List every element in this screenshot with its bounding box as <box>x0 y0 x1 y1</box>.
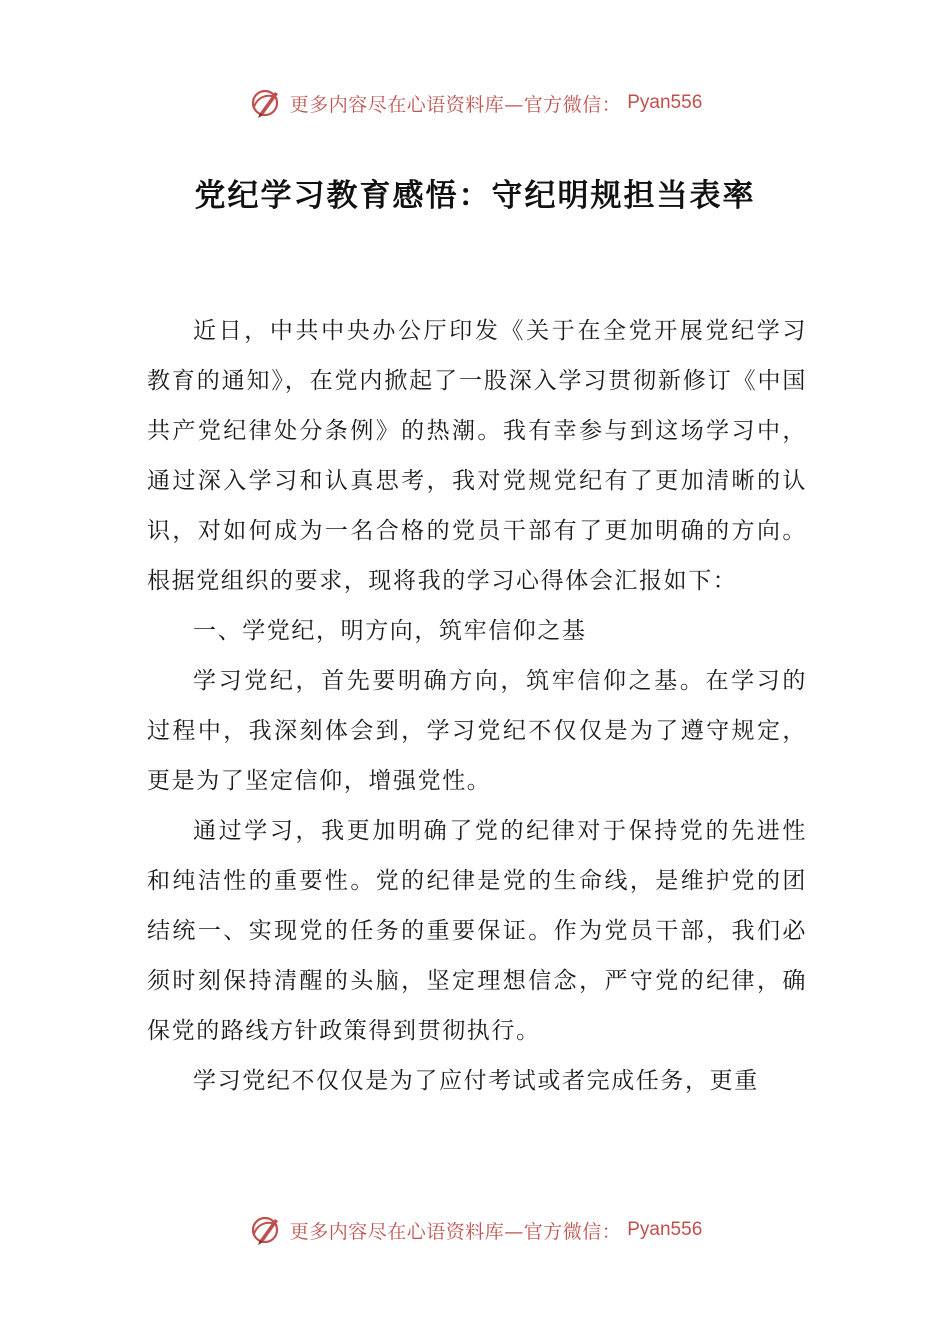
document-title: 党纪学习教育感悟：守纪明规担当表率 <box>194 178 756 214</box>
section-heading-1: 一、学党纪，明方向，筑牢信仰之基 <box>193 618 587 644</box>
footer-banner <box>0 1210 950 1250</box>
banner-text: 更多内容尽在心语资料库—官方微信： <box>289 1220 622 1243</box>
paragraph-section1-a: 学习党纪，首先要明确方向，筑牢信仰之基。在学习的过程中，我深刻体会到，学习党纪不仅仅是为了遵守规定，更是为了坚定信仰，增强党性。 <box>147 668 807 794</box>
banner-wechat-id: Pyan556 <box>627 1219 703 1240</box>
pen-swirl-icon <box>248 1212 284 1248</box>
paragraph-section1-b: 通过学习，我更加明确了党的纪律对于保持党的先进性和纯洁性的重要性。党的纪律是党的生命线，是维护党的团结统一、实现党的任务的重要保证。作为党员干部，我们必须时刻保持清醒的头脑，坚定理想信念，严守党的纪律，确保党的路线方针政策得到贯彻执行。 <box>147 818 807 1044</box>
banner-wechat-id: Pyan556 <box>627 92 703 113</box>
document-body <box>147 306 807 1106</box>
paragraph-intro: 近日，中共中央办公厅印发《关于在全党开展党纪学习教育的通知》，在党内掀起了一股深入学习贯彻新修订《中国共产党纪律处分条例》的热潮。我有幸参与到这场学习中，通过深入学习和认真思考，我对党规党纪有了更加清晰的认识，对如何成为一名合格的党员干部有了更加明确的方向。根据党组织的要求，现将我的学习心得体会汇报如下： <box>147 318 807 594</box>
banner-text: 更多内容尽在心语资料库—官方微信： <box>289 93 622 116</box>
paragraph-section1-c: 学习党纪不仅仅是为了应付考试或者完成任务，更重 <box>193 1068 759 1094</box>
header-banner <box>0 83 950 123</box>
pen-swirl-icon <box>248 85 284 121</box>
